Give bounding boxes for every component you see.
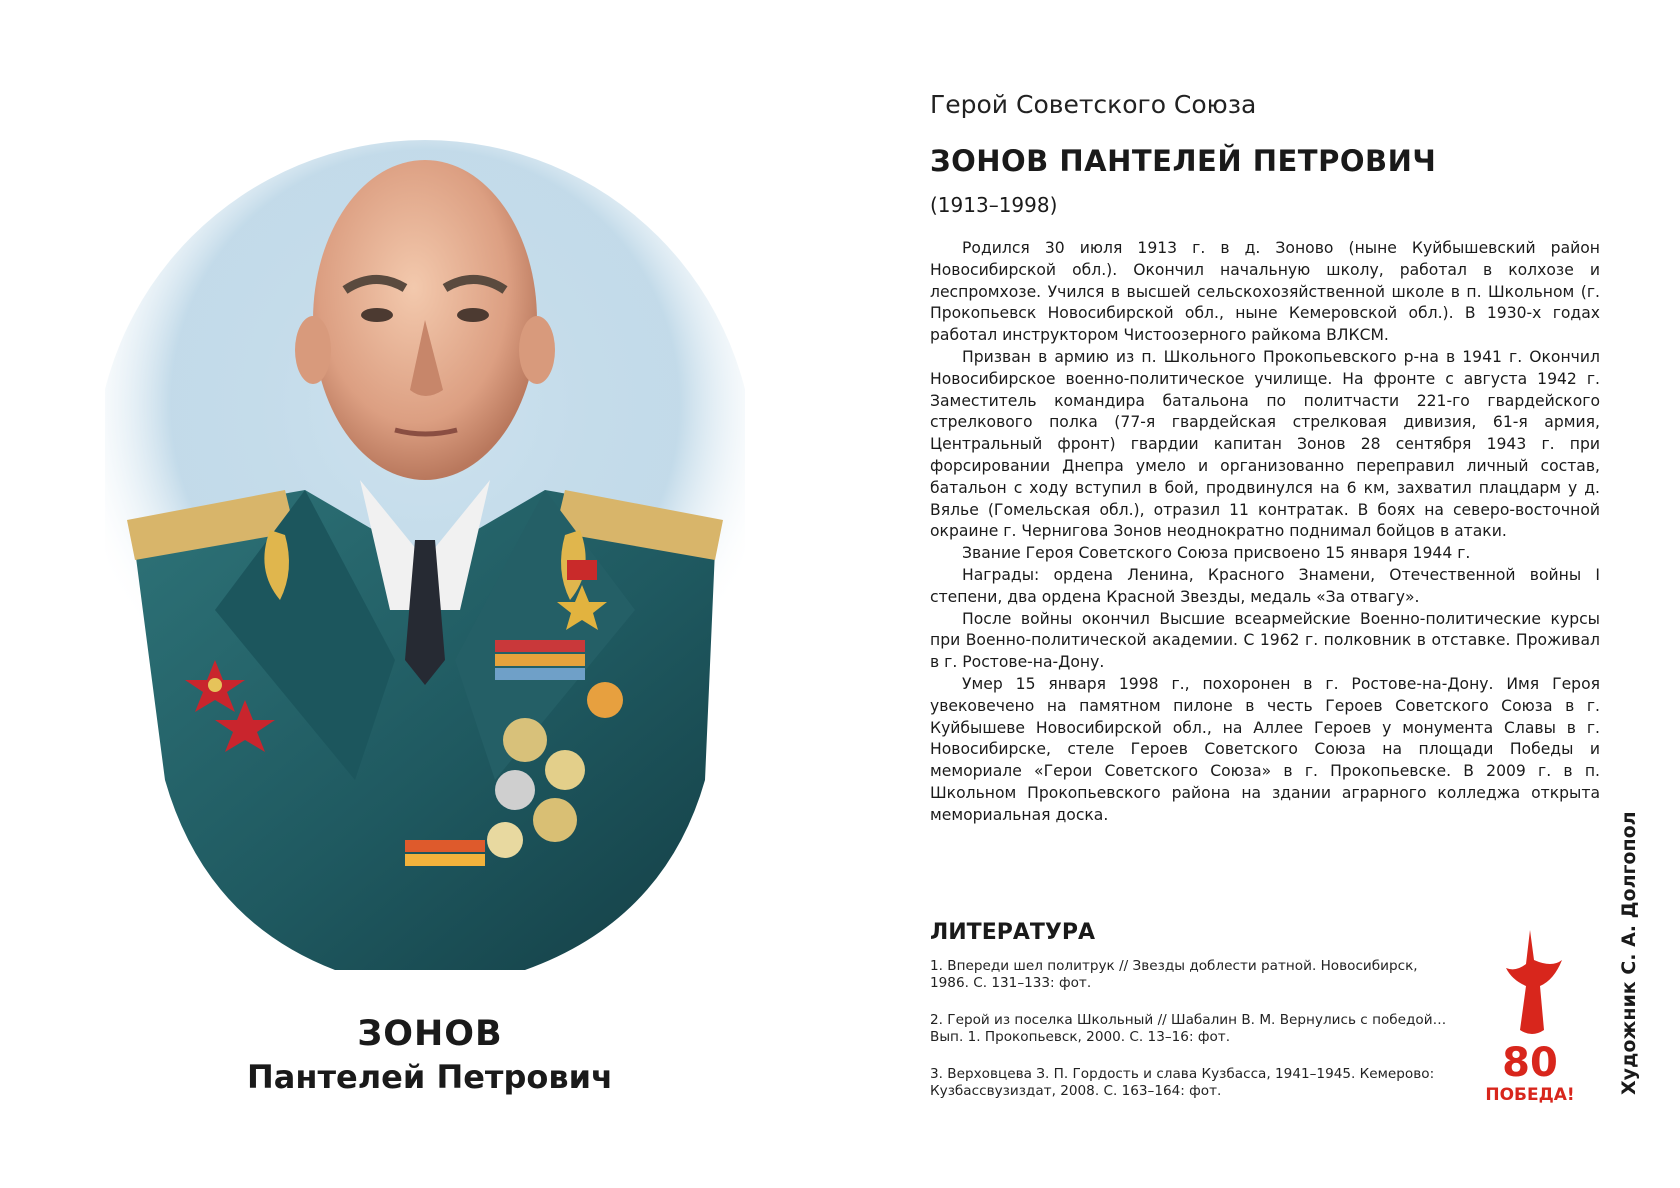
victory-80-logo: [1482, 920, 1578, 1110]
literature-item: 1. Впереди шел политрук // Звезды доблести ратной. Новосибирск, 1986. С. 131–133: фот.: [930, 958, 1418, 991]
logo-word: ПОБЕДА!: [1485, 1085, 1575, 1105]
motherland-statue-icon: [1506, 930, 1562, 1034]
portrait-caption: [180, 1012, 680, 1098]
biography-paragraph: Призван в армию из п. Школьного Прокопьевского р-на в 1941 г. Окончил Новосибирское военно-политическое училище. На фронте с августа 1942 г. Заместитель командира батальона по политчасти 221-го гвардейского стрелкового полка (77-я гвардейская стрелковая дивизия, 61-я армия, Центральный фронт) гвардии капитан Зонов 28 сентября 1943 г. при форсировании Днепра умело и организованно переправил личный состав, батальон с ходу вступил в бой, продвинулся на 6 км, захватил плацдарм у д. Вялье (Гомельская обл.), отразил 11 контратак. В боях на северо-восточной окраине г. Чернигова Зонов неоднократно поднимал бойцов в атаки.: [930, 347, 1600, 541]
portrait-illustration: [105, 140, 745, 1000]
biography-paragraph: Награды: ордена Ленина, Красного Знамени, Отечественной войны I степени, два ордена Красной Звезды, медаль «За отвагу».: [930, 565, 1600, 606]
biography-paragraph: После войны окончил Высшие всеармейские Военно-политические курсы при Военно-политической академии. С 1962 г. полковник в отставке. Проживал в г. Ростове-на-Дону.: [930, 609, 1600, 672]
life-years: (1913–1998): [930, 193, 1058, 217]
literature-item: 3. Верховцева З. П. Гордость и слава Кузбасса, 1941–1945. Кемерово: Кузбассвузиздат, 2008. С. 163–164: фот.: [930, 1066, 1435, 1099]
logo-number: 80: [1502, 1040, 1558, 1086]
portrait-image: [105, 140, 745, 1000]
literature-list: [930, 958, 1450, 1120]
biography-text: [930, 238, 1600, 827]
artist-credit: Художник С. А. Долгопол: [1618, 811, 1640, 1095]
biography-paragraph: Умер 15 января 1998 г., похоронен в г. Ростове-на-Дону. Имя Героя увековечено на памятном пилоне в честь Героев Советского Союза в г. Куйбышеве Новосибирской обл., на Аллее Героев у монумента Славы в г. Новосибирске, стеле Героев Советского Союза на площади Победы и мемориале «Герои Советского Союза» в г. Прокопьевске. В 2009 г. в п. Школьном Прокопьевского района на здании аграрного колледжа открыта мемориальная доска.: [930, 674, 1600, 824]
caption-given-name: Пантелей Петрович: [247, 1058, 613, 1096]
caption-surname: ЗОНОВ: [357, 1014, 503, 1054]
page-title: ЗОНОВ ПАНТЕЛЕЙ ПЕТРОВИЧ: [930, 144, 1437, 178]
literature-heading: ЛИТЕРАТУРА: [930, 920, 1095, 945]
biography-paragraph: Звание Героя Советского Союза присвоено 15 января 1944 г.: [962, 544, 1471, 563]
literature-item: 2. Герой из поселка Школьный // Шабалин В. М. Вернулись с победой… Вып. 1. Прокопьевск, 2000. С. 13–16: фот.: [930, 1012, 1447, 1045]
biography-paragraph: Родился 30 июля 1913 г. в д. Зоново (ныне Куйбышевский район Новосибирской обл.). Окончил начальную школу, работал в колхозе и леспромхозе. Учился в высшей сельскохозяйственной школе в п. Школьном (г. Прокопьевск Новосибирской обл., ныне Кемеровской обл.). В 1930-х годах работал инструктором Чистоозерного райкома ВЛКСМ.: [930, 239, 1600, 345]
hero-kicker: Герой Советского Союза: [930, 90, 1257, 119]
